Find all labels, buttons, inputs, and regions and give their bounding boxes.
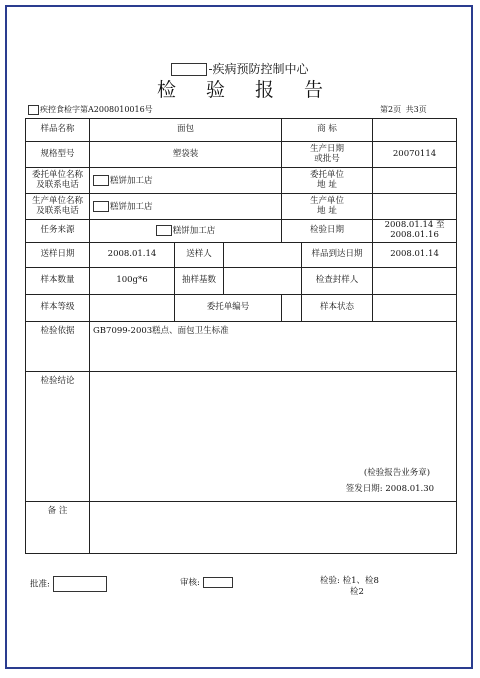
sender-label: 送样人 (175, 243, 224, 268)
test-date-label: 检验日期 (282, 220, 373, 243)
signature-redacted (203, 577, 233, 588)
prod-date-label: 生产日期 或批号 (282, 142, 373, 168)
base-value (224, 268, 302, 295)
producer-addr-label: 生产单位 地 址 (282, 194, 373, 220)
remark-value (90, 502, 457, 554)
prod-date: 20070114 (373, 142, 457, 168)
inspector: 检验: 检1、检8 检2 (320, 576, 379, 598)
issue-date: 签发日期: 2008.01.30 (345, 484, 435, 494)
client-name-label: 委托单位名称 及联系电话 (26, 168, 90, 194)
task-source: 糕饼加工店 (90, 220, 282, 243)
basis-value: GB7099-2003糕点、面包卫生标准 (90, 322, 457, 372)
arrive-date: 2008.01.14 (373, 243, 457, 268)
producer-addr (373, 194, 457, 220)
client-addr (373, 168, 457, 194)
basis-label: 检验依据 (26, 322, 90, 372)
brand-value (373, 119, 457, 142)
state-value (373, 295, 457, 322)
client-addr-label: 委托单位 地 址 (282, 168, 373, 194)
producer-name: 糕饼加工店 (90, 194, 282, 220)
conclusion-label: 检验结论 (26, 372, 90, 502)
page-info: 第2页 共3页 (380, 105, 427, 114)
seal-value (373, 268, 457, 295)
grade-label: 样本等级 (26, 295, 90, 322)
redacted-box (28, 105, 39, 115)
org-name: -疾病预防控制中心 (208, 62, 309, 76)
state-label: 样本状态 (302, 295, 373, 322)
doc-number: 疾控食检字第A2008010016号 (28, 104, 153, 115)
base-label: 抽样基数 (175, 268, 224, 295)
signature-redacted (53, 576, 107, 592)
sample-name-label: 样品名称 (26, 119, 90, 142)
seal-label: 检查封样人 (302, 268, 373, 295)
test-date: 2008.01.14 至2008.01.16 (373, 220, 457, 243)
qty-value: 100g*6 (90, 268, 175, 295)
arrive-date-label: 样品到达日期 (302, 243, 373, 268)
sender-value (224, 243, 302, 268)
task-source-label: 任务来源 (26, 220, 90, 243)
send-date: 2008.01.14 (90, 243, 175, 268)
report-table (25, 118, 457, 554)
order-no-label: 委托单编号 (175, 295, 282, 322)
producer-name-label: 生产单位名称 及联系电话 (26, 194, 90, 220)
sample-name: 面包 (90, 119, 282, 142)
reviewer: 审核: (180, 576, 233, 588)
qty-label: 样本数量 (26, 268, 90, 295)
send-date-label: 送样日期 (26, 243, 90, 268)
redacted-box (93, 201, 109, 212)
redacted-box (93, 175, 109, 186)
approver: 批准: (30, 576, 107, 592)
remark-label: 备 注 (26, 502, 90, 554)
order-no-value (282, 295, 302, 322)
report-title: 检 验 报 告 (156, 79, 336, 101)
brand-label: 商 标 (282, 119, 373, 142)
spec-value: 塑袋装 (90, 142, 282, 168)
spec-label: 规格型号 (26, 142, 90, 168)
redacted-box (156, 225, 172, 236)
seal-note: (检验报告业务章) (363, 468, 431, 478)
client-name: 糕饼加工店 (90, 168, 282, 194)
conclusion-area (90, 372, 457, 502)
grade-value (90, 295, 175, 322)
